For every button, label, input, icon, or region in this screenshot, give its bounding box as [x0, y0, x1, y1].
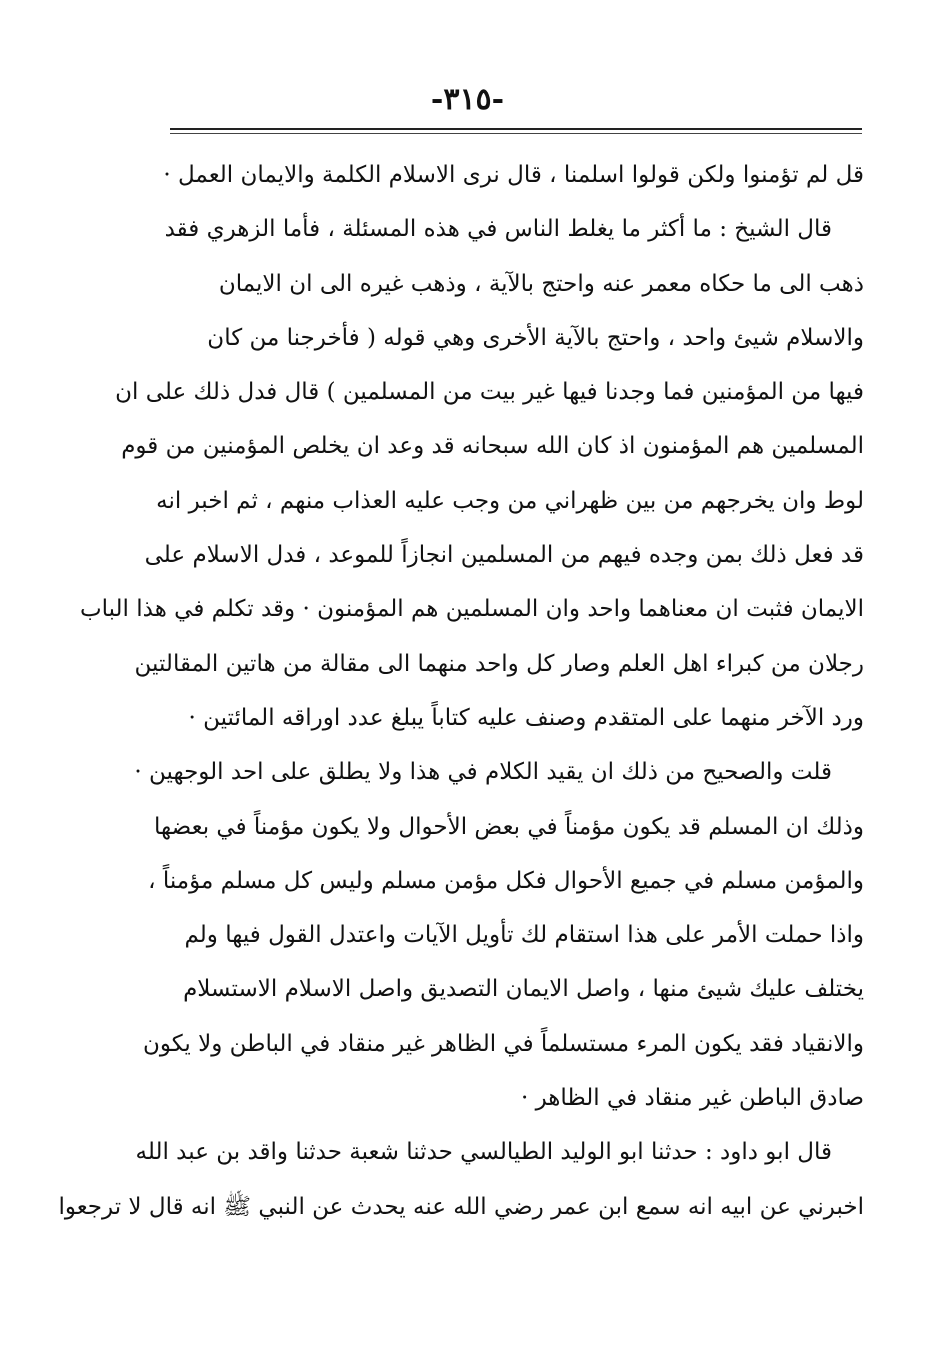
page-number: -٣١٥-: [430, 82, 505, 117]
body-text: [58, 148, 864, 1234]
text-line: واذا حملت الأمر على هذا استقام لك تأويل الآيات واعتدل القول فيها ولم: [184, 922, 864, 949]
text-line: المسلمين هم المؤمنون اذ كان الله سبحانه قد وعد ان يخلص المؤمنين من قوم: [121, 433, 864, 460]
header-rule-thin: [170, 133, 862, 134]
text-line: قل لم تؤمنوا ولكن قولوا اسلمنا ، قال نرى الاسلام الكلمة والايمان العمل ·: [163, 162, 864, 188]
text-line: اخبرني عن ابيه انه سمع ابن عمر رضي الله عنه يحدث عن النبي ﷺ انه قال لا ترجعوا: [58, 1193, 864, 1220]
text-line: فيها من المؤمنين فما وجدنا فيها غير بيت من المسلمين ) قال فدل ذلك على ان: [115, 379, 864, 406]
text-line: ورد الآخر منهما على المتقدم وصنف عليه كتاباً يبلغ عدد اوراقه المائتين ·: [188, 704, 864, 731]
text-line: قد فعل ذلك بمن وجده فيهم من المسلمين انجازاً للموعد ، فدل الاسلام على: [144, 542, 864, 569]
text-line: والانقياد فقد يكون المرء مستسلماً في الظاهر غير منقاد في الباطن ولا يكون: [142, 1030, 864, 1057]
text-line: يختلف عليك شيئ منها ، واصل الايمان التصديق واصل الاسلام الاستسلام: [183, 976, 864, 1003]
text-line: رجلان من كبراء اهل العلم وصار كل واحد منهما الى مقالة من هاتين المقالتين: [134, 650, 864, 677]
text-line: والاسلام شيئ واحد ، واحتج بالآية الأخرى وهي قوله ( فأخرجنا من كان: [207, 324, 864, 351]
text-line: قلت والصحيح من ذلك ان يقيد الكلام في هذا ولا يطلق على احد الوجهين ·: [134, 759, 832, 786]
text-line: ذهب الى ما حكاه معمر عنه واحتج بالآية ، وذهب غيره الى ان الايمان: [218, 270, 864, 297]
text-line: الايمان فثبت ان معناهما واحد وان المسلمين هم المؤمنون · وقد تكلم في هذا الباب: [79, 596, 864, 623]
text-line: قال ابو داود : حدثنا ابو الوليد الطيالسي حدثنا شعبة حدثنا واقد بن عبد الله: [135, 1139, 832, 1166]
text-line: قال الشيخ : ما أكثر ما يغلط الناس في هذه المسئلة ، فأما الزهري فقد: [164, 216, 832, 243]
text-line: صادق الباطن غير منقاد في الظاهر ·: [520, 1085, 864, 1112]
text-line: وذلك ان المسلم قد يكون مؤمناً في بعض الأحوال ولا يكون مؤمناً في بعضها: [154, 813, 864, 840]
text-line: لوط وان يخرجهم من بين ظهراني من وجب عليه العذاب منهم ، ثم اخبر انه: [156, 487, 864, 514]
text-line: والمؤمن مسلم في جميع الأحوال فكل مؤمن مسلم وليس كل مسلم مؤمناً ،: [148, 867, 864, 894]
header-rule: [170, 128, 862, 130]
